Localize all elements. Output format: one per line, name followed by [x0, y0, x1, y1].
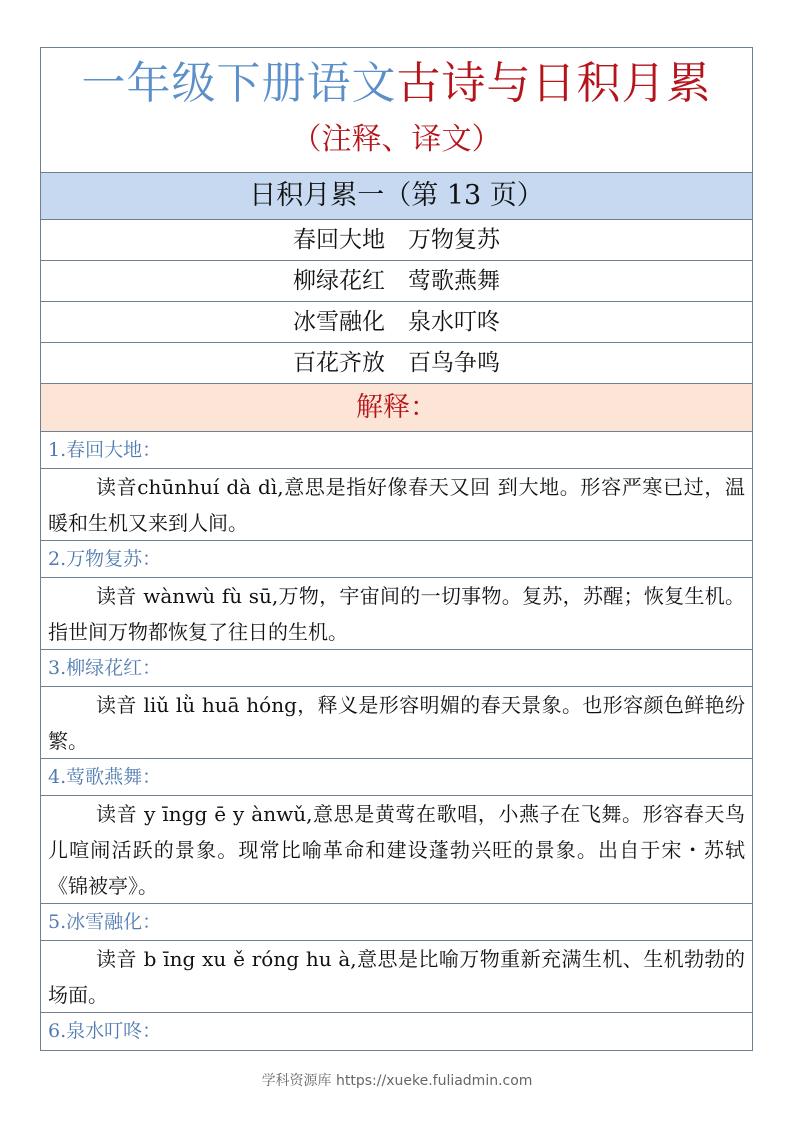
idiom-line: 百花齐放 百鸟争鸣	[41, 343, 752, 384]
title-topic-part: 古诗与日积月累	[396, 58, 712, 109]
section-heading: 日积月累一（第 13 页）	[41, 173, 752, 220]
explanation-item-body: 读音 y īngg ē y ànwǔ,意思是黄莺在歌唱，小燕子在飞舞。形容春天鸟儿喧闹活跃的景象。现常比喻革命和建设蓬勃兴旺的景象。出自于宋・苏轼《锦被亭》。	[41, 796, 752, 904]
explanation-item-body: 读音 wànwù fù sū,万物，宇宙间的一切事物。复苏，苏醒；恢复生机。指世间万物都恢复了往日的生机。	[41, 578, 752, 650]
explanation-item-body: 读音 liǔ lǜ huā hóng，释义是形容明媚的春天景象。也形容颜色鲜艳纷繁。	[41, 687, 752, 759]
explanation-item-title: 6.泉水叮咚：	[48, 1020, 162, 1042]
footer-source-link[interactable]: 学科资源库 https://xueke.fuliadmin.com	[261, 1073, 533, 1089]
explanation-item-body: 读音chūnhuí dà dì,意思是指好像春天又回 到大地。形容严寒已过，温暖和生机又来到人间。	[41, 469, 752, 541]
page-subtitle: （注释、译文）	[291, 122, 502, 157]
idiom-line: 冰雪融化 泉水叮咚	[41, 302, 752, 343]
title-block	[41, 48, 752, 173]
explanation-heading: 解释：	[41, 384, 752, 432]
explanation-item-title: 3.柳绿花红：	[41, 650, 752, 687]
explanation-item-title: 4.莺歌燕舞：	[41, 759, 752, 796]
idiom-line: 柳绿花红 莺歌燕舞	[41, 261, 752, 302]
page-title	[41, 56, 752, 112]
explanation-item-title: 5.冰雪融化：	[41, 904, 752, 941]
title-grade-part: 一年级下册语文	[81, 58, 397, 109]
idiom-line: 春回大地 万物复苏	[41, 220, 752, 261]
explanation-item-title: 1.春回大地：	[41, 432, 752, 469]
worksheet-table	[40, 47, 753, 1051]
explanation-item-title: 2.万物复苏：	[41, 541, 752, 578]
explanation-item-body: 读音 b īng xu ě róng hu à,意思是比喻万物重新充满生机、生机勃勃的场面。	[41, 941, 752, 1013]
